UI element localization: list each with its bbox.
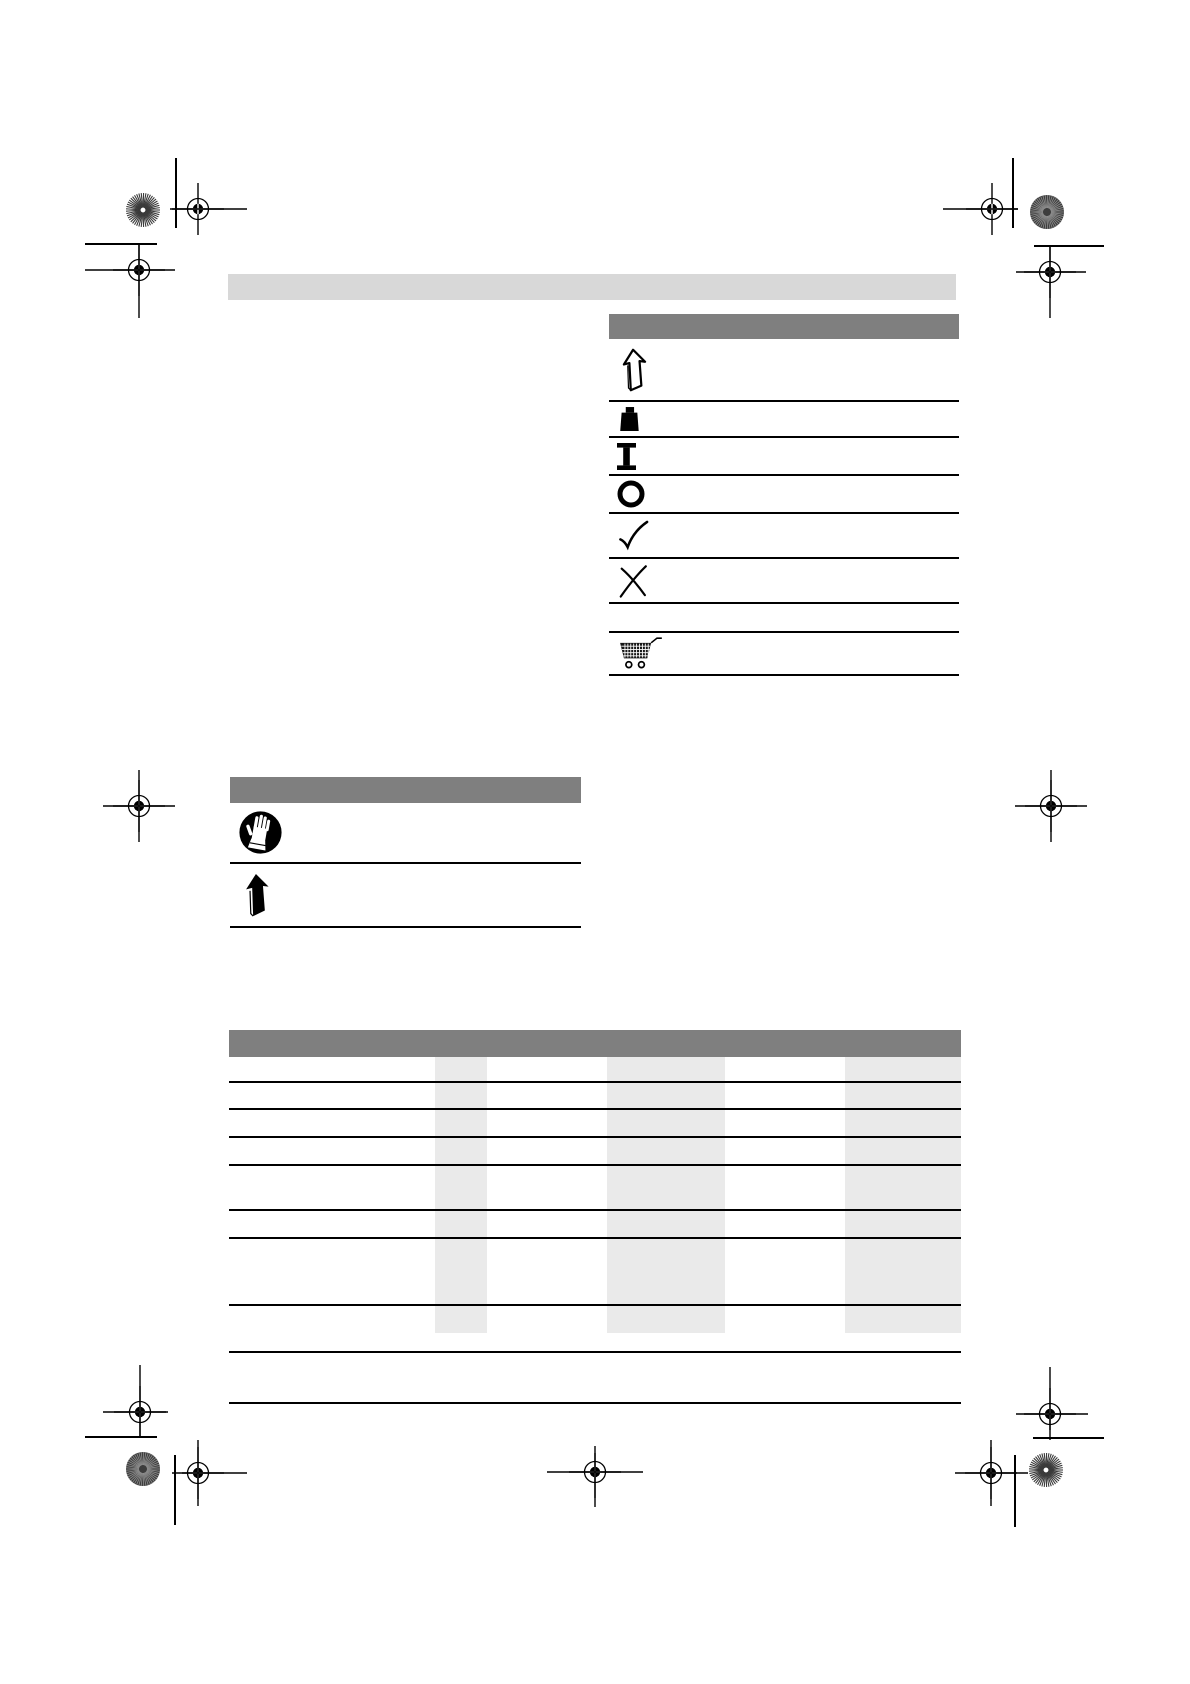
registration-mark — [965, 1447, 1017, 1499]
switch-off-icon — [617, 480, 645, 508]
symbols-table-row — [609, 438, 959, 476]
spec-table-body — [229, 1057, 961, 1404]
symbols-table-row — [609, 476, 959, 514]
safety-table — [230, 777, 581, 928]
spec-table-row — [229, 1110, 961, 1138]
spec-table — [229, 1030, 961, 1404]
color-patch-pinwheel-icon — [1030, 195, 1064, 229]
spec-table-row — [229, 1138, 961, 1166]
registration-mark — [966, 183, 1018, 235]
safety-table-row — [230, 864, 581, 928]
registration-mark — [113, 244, 165, 296]
symbols-table-row — [609, 514, 959, 559]
cross-mark-icon — [617, 562, 651, 599]
safety-table-body — [230, 803, 581, 928]
switch-on-icon — [617, 443, 636, 470]
registration-mark — [113, 780, 165, 832]
spec-table-row — [229, 1083, 961, 1110]
registration-mark — [172, 1447, 224, 1499]
weight-icon — [617, 407, 641, 432]
spec-table-row — [229, 1211, 961, 1239]
symbols-table-header — [609, 314, 959, 339]
symbols-table-row — [609, 402, 959, 438]
symbols-table-row — [609, 633, 959, 676]
registration-mark — [172, 183, 224, 235]
spec-table-row — [229, 1166, 961, 1211]
symbols-table-body — [609, 339, 959, 676]
registration-mark — [569, 1446, 621, 1498]
registration-mark — [1024, 246, 1076, 298]
symbols-table-row — [609, 559, 959, 604]
registration-mark — [1025, 780, 1077, 832]
check-mark-icon — [617, 519, 650, 552]
spec-table-row — [229, 1306, 961, 1353]
wear-gloves-icon — [238, 810, 283, 855]
spec-table-row — [229, 1239, 961, 1306]
shopping-cart-icon — [617, 637, 662, 670]
spec-table-header — [229, 1030, 961, 1057]
symbols-table-row — [609, 604, 959, 633]
direction-arrow-solid-icon — [240, 872, 270, 919]
page-header-band — [228, 274, 956, 300]
safety-table-header — [230, 777, 581, 803]
symbols-table-row — [609, 339, 959, 402]
color-patch-pinwheel-icon — [126, 1452, 160, 1486]
color-patch-starburst-icon — [126, 193, 160, 227]
registration-mark — [1024, 1388, 1076, 1440]
registration-mark — [114, 1386, 166, 1438]
color-patch-starburst-icon — [1029, 1453, 1063, 1487]
spec-table-row — [229, 1057, 961, 1083]
direction-arrow-outline-icon — [617, 347, 651, 393]
symbols-table — [609, 314, 959, 676]
spec-table-row — [229, 1353, 961, 1404]
safety-table-row — [230, 803, 581, 864]
